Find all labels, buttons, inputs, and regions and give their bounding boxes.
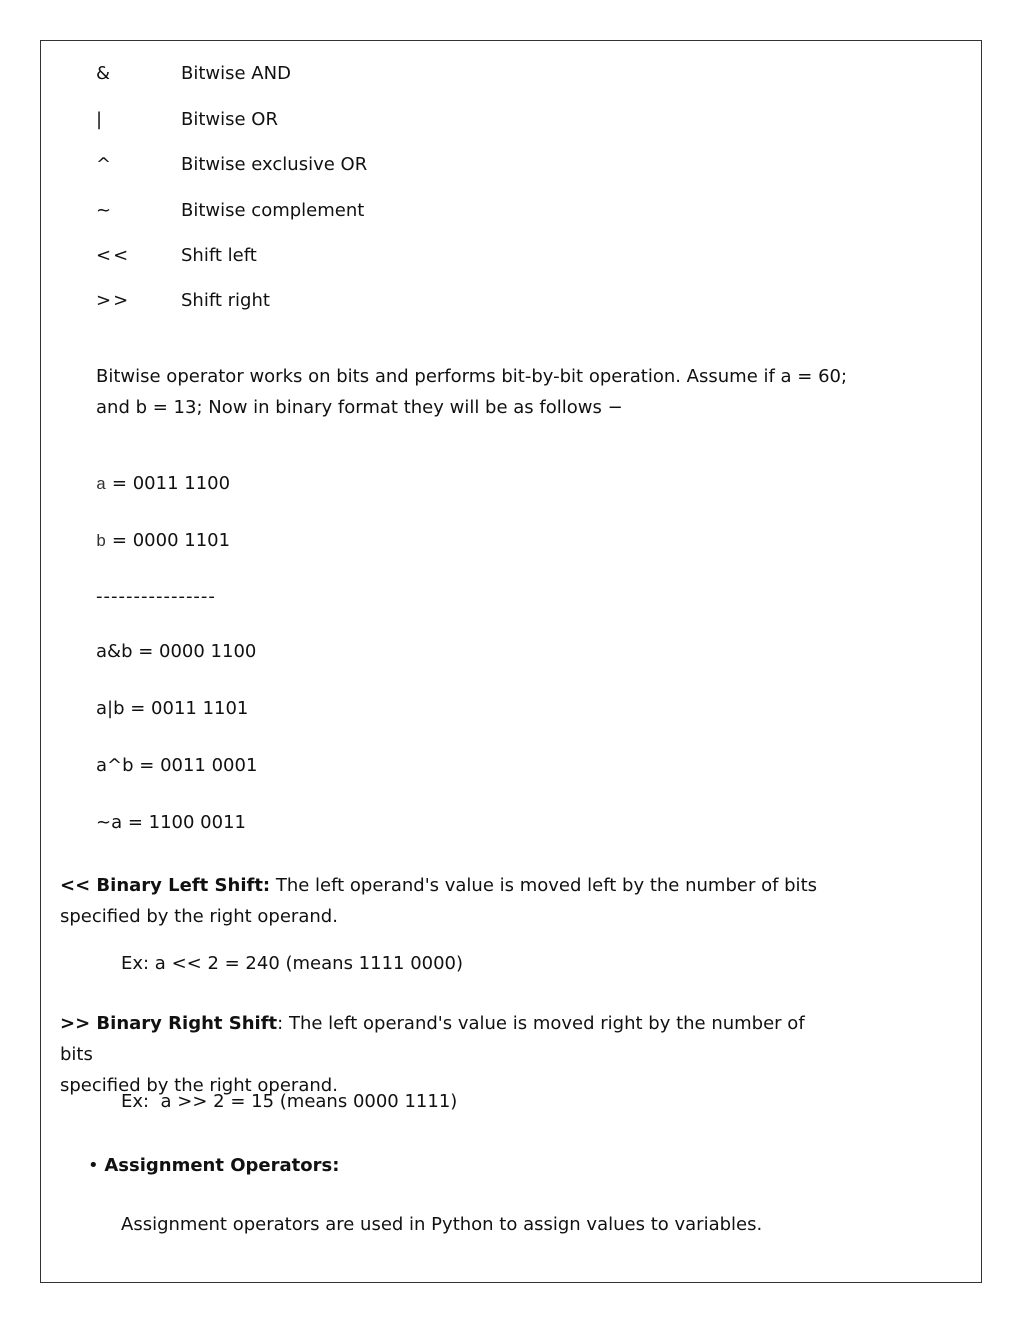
bullet-icon: • [88, 1155, 99, 1176]
or-result: a|b = 0011 1101 [96, 698, 249, 719]
operator-symbol: | [96, 109, 103, 130]
intro-paragraph [96, 361, 856, 423]
operator-description: Bitwise OR [181, 109, 278, 130]
not-result: ~a = 1100 0011 [96, 812, 246, 833]
assignment-heading: Assignment Operators: [104, 1155, 340, 1176]
right-shift-example: Ex: a >> 2 = 15 (means 0000 1111) [121, 1091, 458, 1112]
operator-symbol: ^ [96, 154, 112, 175]
operator-symbol: ~ [96, 200, 112, 221]
operator-description: Bitwise complement [181, 200, 365, 221]
left-shift-text-2: specified by the right operand. [60, 906, 338, 927]
and-result: a&b = 0000 1100 [96, 641, 257, 662]
assignment-text: Assignment operators are used in Python to assign values to variables. [121, 1214, 763, 1235]
left-shift-example: Ex: a << 2 = 240 (means 1111 0000) [121, 953, 464, 974]
left-shift-paragraph [60, 870, 840, 932]
binary-a-value: = 0011 1100 [106, 473, 231, 494]
right-shift-text-2: specified by the right operand. [60, 1075, 338, 1096]
variable-b: b [96, 533, 107, 552]
operator-description: Shift right [181, 290, 270, 311]
binary-b-value: = 0000 1101 [106, 530, 231, 551]
right-shift-term: >> Binary Right Shift [60, 1013, 278, 1034]
right-shift-paragraph [60, 1008, 840, 1101]
operator-symbol: & [96, 63, 111, 84]
operator-description: Shift left [181, 245, 257, 266]
binary-b [96, 530, 230, 554]
left-shift-text: The left operand's value is moved left by the number of bits [270, 875, 817, 896]
operator-symbol: >> [96, 290, 131, 311]
right-shift-text: : The left operand's value is moved right by the number of bits [60, 1013, 805, 1065]
intro-line: Bitwise operator works on bits and performs bit-by-bit operation. Assume if a = 60; [96, 366, 848, 387]
operator-description: Bitwise AND [181, 63, 291, 84]
xor-result: a^b = 0011 0001 [96, 755, 258, 776]
assignment-heading-row [88, 1155, 339, 1177]
operator-description: Bitwise exclusive OR [181, 154, 368, 175]
left-shift-term: << Binary Left Shift: [60, 875, 271, 896]
variable-a: a [96, 476, 107, 495]
operator-symbol: << [96, 245, 131, 266]
divider-line: ---------------- [96, 586, 216, 607]
binary-a [96, 473, 230, 497]
intro-line: and b = 13; Now in binary format they will be as follows − [96, 397, 623, 418]
